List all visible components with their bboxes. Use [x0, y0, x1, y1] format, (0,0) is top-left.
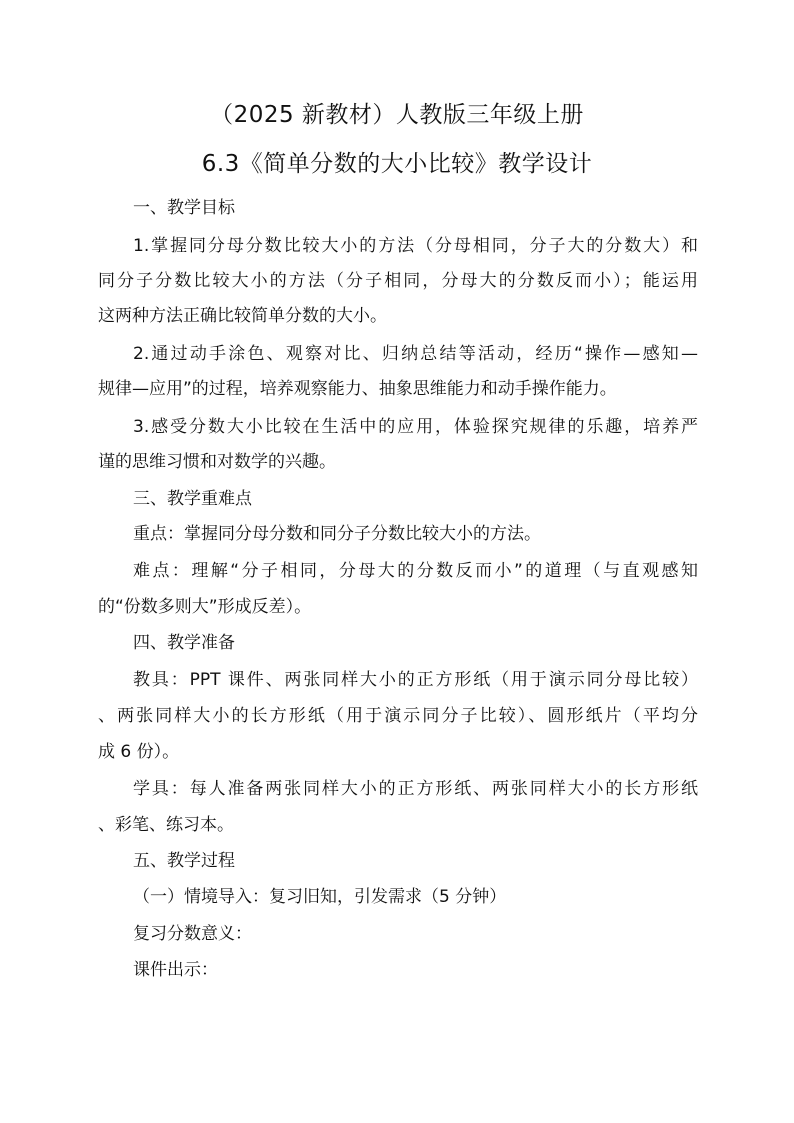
subsection-heading: （一）情境导入：复习旧知，引发需求（5 分钟）	[133, 887, 507, 907]
paragraph-line: 教具：PPT 课件、两张同样大小的正方形纸（用于演示同分母比较）	[133, 670, 698, 690]
paragraph-line: 规律—应用”的过程，培养观察能力、抽象思维能力和动手操作能力。	[98, 379, 617, 399]
section-heading-process: 五、教学过程	[133, 851, 235, 871]
paragraph-line: 难点：理解“分子相同，分母大的分数反而小”的道理（与直观感知	[133, 561, 698, 581]
paragraph-line: 复习分数意义：	[133, 924, 252, 944]
paragraph-line: 重点：掌握同分母分数和同分子分数比较大小的方法。	[133, 524, 541, 544]
paragraph-line: 学具：每人准备两张同样大小的正方形纸、两张同样大小的长方形纸	[133, 779, 698, 799]
section-heading-objectives: 一、教学目标	[133, 198, 235, 218]
paragraph-line: 、两张同样大小的长方形纸（用于演示同分子比较）、圆形纸片（平均分	[98, 706, 698, 726]
paragraph-line: 同分子分数比较大小的方法（分子相同，分母大的分数反而小）；能运用	[98, 271, 698, 291]
document-title-line-1: （2025 新教材）人教版三年级上册	[210, 102, 584, 128]
paragraph-line: 这两种方法正确比较简单分数的大小。	[98, 306, 387, 326]
paragraph-line: 课件出示：	[133, 960, 218, 980]
section-heading-preparation: 四、教学准备	[133, 633, 235, 653]
document-title-line-2: 6.3《简单分数的大小比较》教学设计	[201, 151, 593, 177]
paragraph-line: 1.掌握同分母分数比较大小的方法（分母相同，分子大的分数大）和	[133, 236, 698, 256]
paragraph-line: 3.感受分数大小比较在生活中的应用，体验探究规律的乐趣，培养严	[133, 417, 698, 437]
section-heading-key-points: 三、教学重难点	[133, 489, 252, 509]
paragraph-line: 2.通过动手涂色、观察对比、归纳总结等活动，经历“操作—感知—	[133, 344, 698, 364]
paragraph-line: 谨的思维习惯和对数学的兴趣。	[98, 452, 336, 472]
paragraph-line: 成 6 份）。	[98, 742, 180, 762]
paragraph-line: 、彩笔、练习本。	[98, 815, 234, 835]
paragraph-line: 的“份数多则大”形成反差）。	[98, 597, 312, 617]
